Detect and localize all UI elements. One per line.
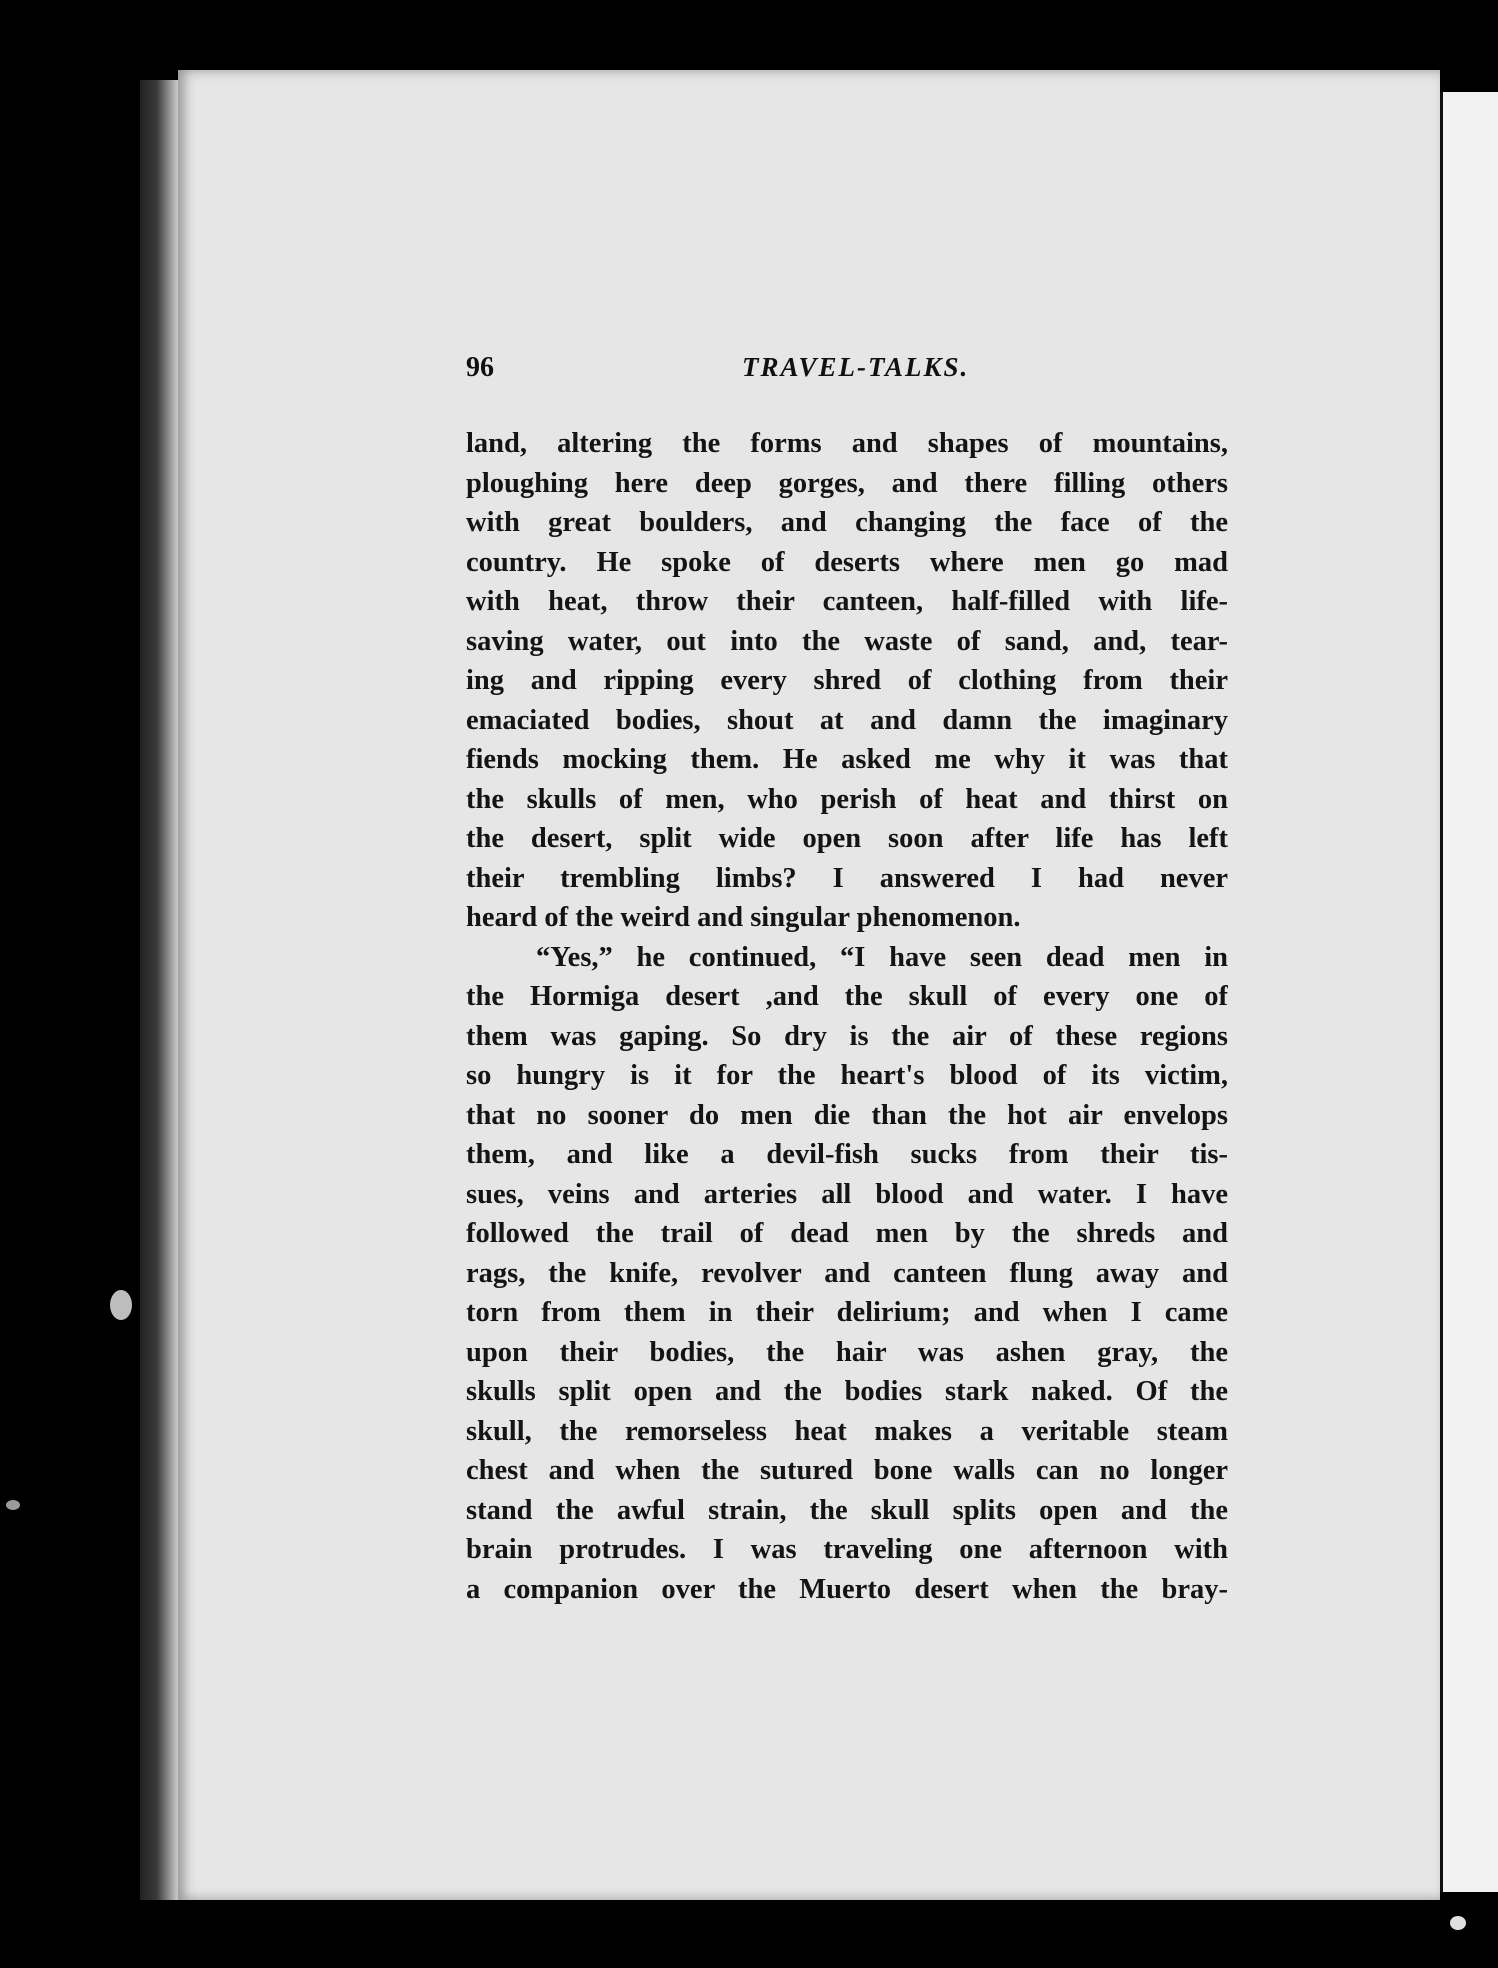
text-line: chest and when the sutured bone walls can no longer: [466, 1455, 1228, 1486]
text-line: them was gaping. So dry is the air of these regions: [466, 1020, 1228, 1052]
running-title: TRAVEL-TALKS.: [742, 352, 970, 382]
text-line: with great boulders, and changing the face of the: [466, 507, 1228, 538]
text-line: fiends mocking them. He asked me why it was that: [466, 744, 1228, 775]
facing-page-edge: [1440, 92, 1498, 1892]
text-line: saving water, out into the waste of sand, and, tear-: [466, 625, 1228, 657]
text-line: with heat, throw their canteen, half-filled with life-: [466, 586, 1228, 617]
text-line: them, and like a devil-fish sucks from their tis-: [466, 1139, 1228, 1170]
text-line: ploughing here deep gorges, and there filling others: [466, 467, 1228, 499]
text-line: sues, veins and arteries all blood and water. I have: [466, 1178, 1228, 1210]
page-header: [466, 352, 1228, 392]
text-line: ing and ripping every shred of clothing from their: [466, 665, 1228, 696]
body-text: [466, 424, 1228, 1609]
text-line: a companion over the Muerto desert when the bray-: [466, 1573, 1228, 1605]
text-line: torn from them in their delirium; and when I came: [466, 1297, 1228, 1328]
text-line: emaciated bodies, shout at and damn the imaginary: [466, 704, 1228, 736]
text-line: so hungry is it for the heart's blood of its victim,: [466, 1060, 1228, 1091]
text-line: “Yes,” he continued, “I have seen dead men in: [536, 941, 1228, 973]
text-line: followed the trail of dead men by the shreds and: [466, 1218, 1228, 1249]
text-line: stand the awful strain, the skull splits open and the: [466, 1494, 1228, 1526]
text-line: country. He spoke of deserts where men go mad: [466, 546, 1228, 578]
text-line: the skulls of men, who perish of heat and thirst on: [466, 783, 1228, 815]
text-line: the Hormiga desert ,and the skull of every one of: [466, 981, 1228, 1012]
text-line: skulls split open and the bodies stark naked. Of the: [466, 1376, 1228, 1407]
book-spine-shadow: [140, 80, 182, 1900]
text-line: heard of the weird and singular phenomenon.: [466, 902, 1021, 933]
text-line: that no sooner do men die than the hot air envelops: [466, 1099, 1228, 1131]
text-line: land, altering the forms and shapes of mountains,: [466, 428, 1228, 459]
scan-speck: [110, 1290, 132, 1320]
text-line: brain protrudes. I was traveling one afternoon with: [466, 1534, 1228, 1565]
text-line: their trembling limbs? I answered I had never: [466, 862, 1228, 894]
text-line: upon their bodies, the hair was ashen gray, the: [466, 1336, 1228, 1368]
scan-speck: [6, 1500, 20, 1510]
text-line: rags, the knife, revolver and canteen flung away and: [466, 1257, 1228, 1289]
text-line: skull, the remorseless heat makes a veritable steam: [466, 1415, 1228, 1447]
page-number: 96: [466, 352, 494, 383]
scan-speck: [1450, 1916, 1466, 1930]
text-line: the desert, split wide open soon after life has left: [466, 823, 1228, 854]
